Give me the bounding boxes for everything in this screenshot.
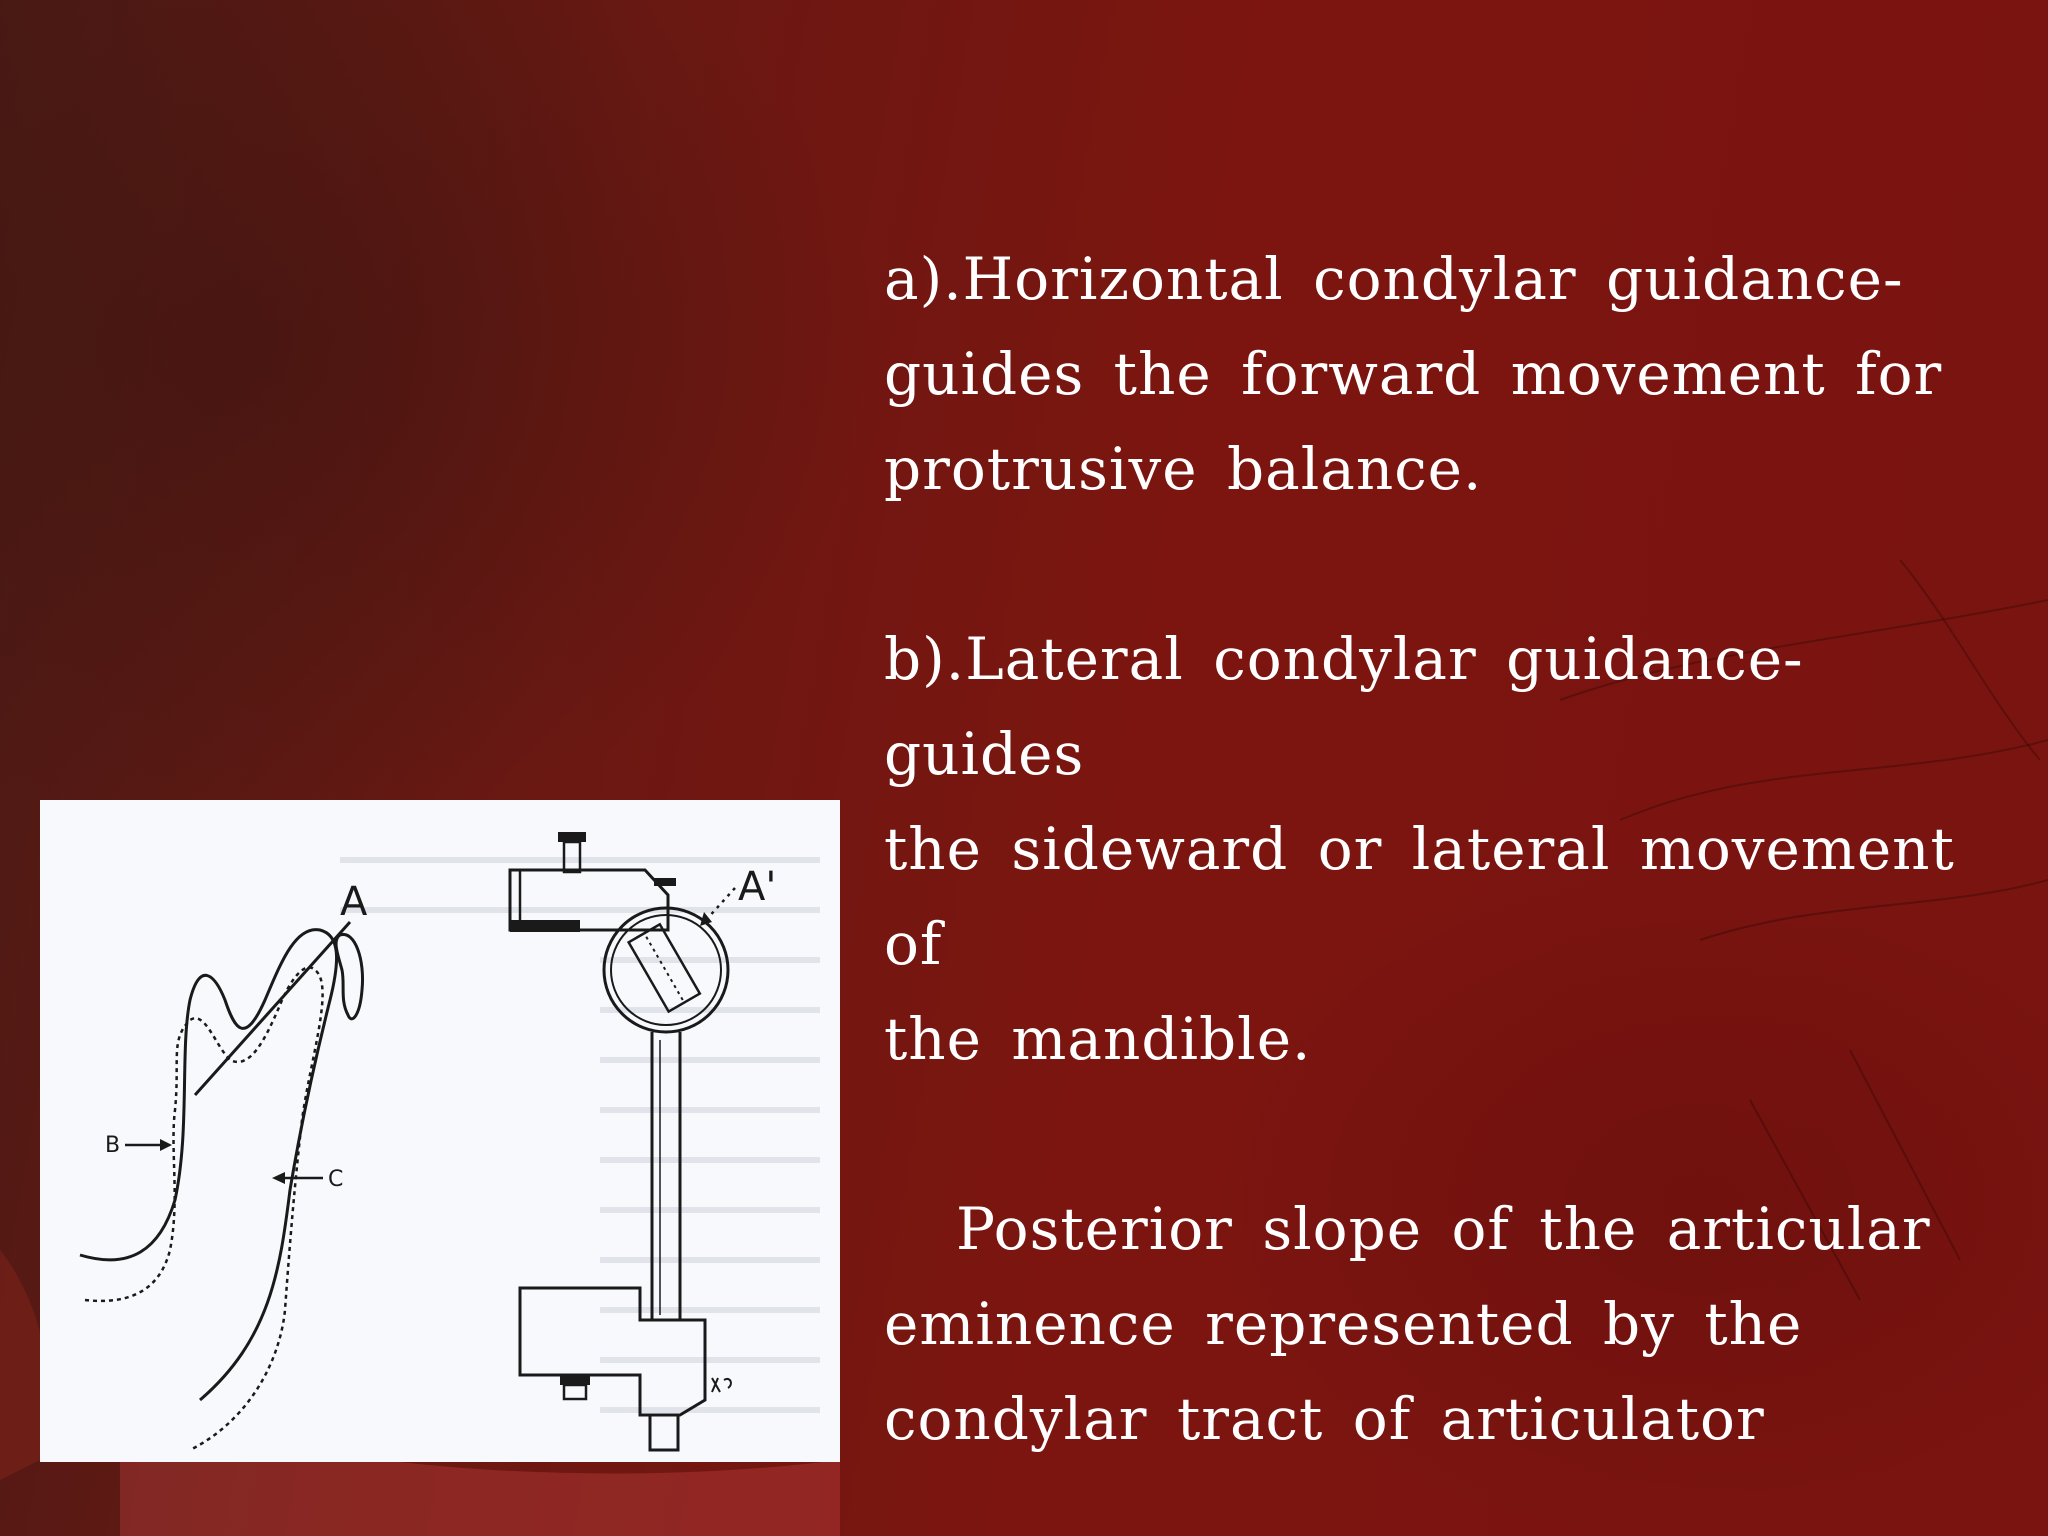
label-a-prime: A' (738, 864, 777, 910)
label-c: C (328, 1167, 344, 1192)
label-group-right (700, 864, 776, 926)
text-line: the mandible. (884, 1005, 1312, 1073)
small-screw (654, 878, 676, 886)
arrowhead-c (272, 1172, 285, 1184)
text-line: guides the forward movement for (884, 340, 1943, 408)
label-a: A (340, 879, 368, 925)
top-screw-head (558, 832, 586, 842)
paragraph-lateral-condylar-guidance (884, 612, 1994, 1087)
text-line: protrusive balance. (884, 435, 1483, 503)
condyle-profile (80, 922, 363, 1450)
text-line: Posterior slope of the articular (956, 1195, 1931, 1263)
label-group-left (105, 879, 368, 1192)
text-line: a).Horizontal condylar guidance- (884, 245, 1904, 313)
background-print-lines (340, 860, 820, 1410)
text-line: condylar tract of articulator (884, 1385, 1765, 1453)
text-line: the sideward or lateral movement of (884, 815, 1955, 978)
text-line: b).Lateral condylar guidance-guides (884, 625, 1804, 788)
label-b: B (105, 1133, 121, 1158)
bottom-screw-head (560, 1375, 590, 1385)
paragraph-horizontal-condylar-guidance (884, 232, 1994, 517)
arrow-a-prime (706, 888, 735, 920)
arrowhead-b (160, 1139, 172, 1151)
condylar-guidance-diagram (40, 800, 840, 1462)
paragraph-posterior-slope (884, 1182, 1994, 1467)
text-line: eminence represented by the (884, 1290, 1803, 1358)
condylar-ring (604, 908, 728, 1032)
slide-text (884, 232, 1994, 1536)
diagram-drawing (40, 800, 840, 1462)
bottom-screw (564, 1385, 586, 1399)
